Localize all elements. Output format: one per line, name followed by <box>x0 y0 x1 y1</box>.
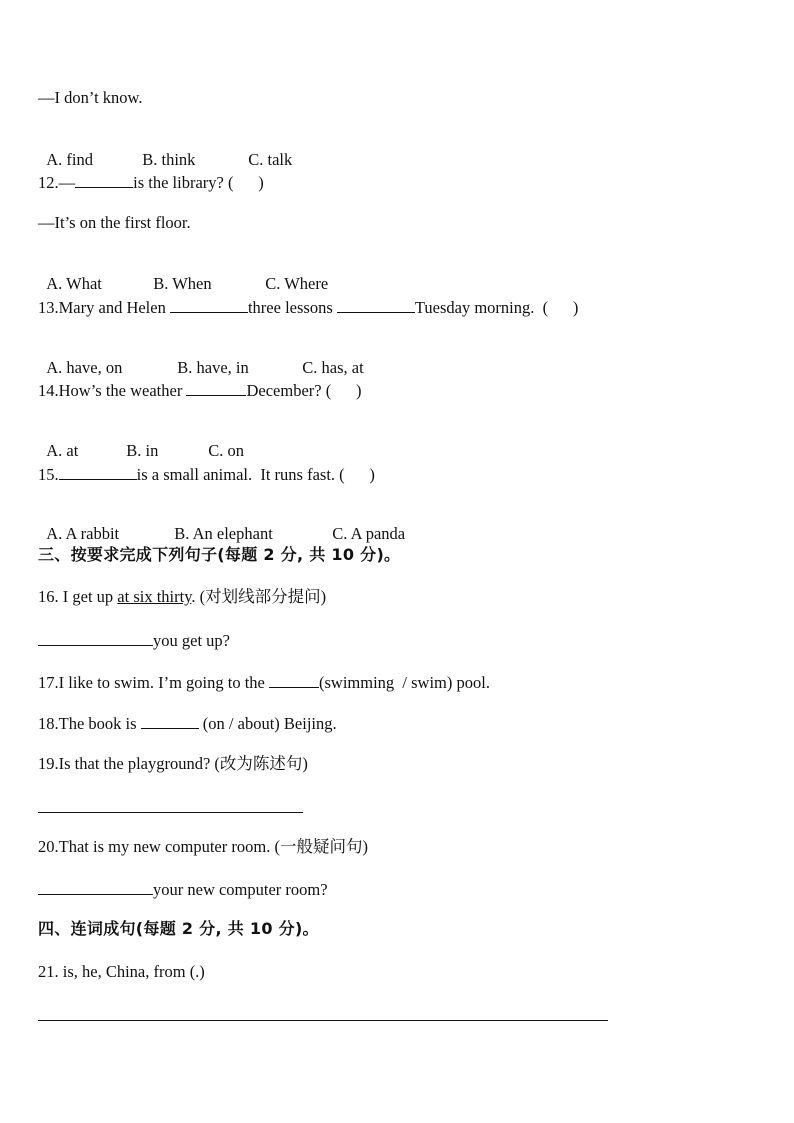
question-15 <box>38 463 375 485</box>
question-text: 17.I like to swim. I’m going to the <box>38 673 269 692</box>
answer-line-16 <box>38 629 230 651</box>
options-row-q15 <box>38 504 405 544</box>
option-c[interactable]: C. talk <box>248 150 293 169</box>
question-13 <box>38 296 578 318</box>
question-14 <box>38 379 361 401</box>
question-20: 20.That is my new computer room. (一般疑问句) <box>38 837 368 856</box>
question-21: 21. is, he, China, from (.) <box>38 962 205 981</box>
question-number: 15. <box>38 465 59 484</box>
question-text: three lessons <box>247 298 337 317</box>
answer-text: you get up? <box>153 631 230 650</box>
option-c[interactable]: C. Where <box>265 274 329 293</box>
answer-blank[interactable] <box>75 171 133 188</box>
answer-blank[interactable] <box>59 463 137 480</box>
answer-blank[interactable] <box>170 296 248 313</box>
option-c[interactable]: C. A panda <box>332 524 406 543</box>
answer-paren[interactable]: ( ) <box>227 173 264 192</box>
options-row-q13 <box>38 338 364 378</box>
question-text: 16. I get up <box>38 587 118 606</box>
dialog-line: —I don’t know. <box>38 88 143 107</box>
question-text: is a small animal. It runs fast. <box>136 465 336 484</box>
question-19: 19.Is that the playground? (改为陈述句) <box>38 754 308 773</box>
option-a[interactable]: A. have, on <box>46 358 123 377</box>
answer-rule-21[interactable] <box>38 1020 608 1021</box>
question-number: 12.— <box>38 173 76 192</box>
answer-blank[interactable] <box>186 379 246 396</box>
question-12 <box>38 171 264 193</box>
answer-blank[interactable] <box>38 629 153 646</box>
option-b[interactable]: B. An elephant <box>174 524 273 543</box>
answer-blank[interactable] <box>337 296 415 313</box>
options-row-q12 <box>38 254 328 294</box>
option-a[interactable]: A. find <box>46 150 93 169</box>
answer-blank[interactable] <box>141 712 199 729</box>
answer-paren[interactable]: ( ) <box>542 298 579 317</box>
answer-line-20 <box>38 878 328 900</box>
question-text: (swimming / swim) pool. <box>318 673 490 692</box>
question-text: 13.Mary and Helen <box>38 298 170 317</box>
answer-text: your new computer room? <box>153 880 328 899</box>
question-18 <box>38 712 337 734</box>
question-17 <box>38 671 490 693</box>
answer-paren[interactable]: ( ) <box>325 381 362 400</box>
option-a[interactable]: A. at <box>46 441 79 460</box>
question-instruction: . (对划线部分提问) <box>191 587 327 606</box>
question-text: (on / about) Beijing. <box>202 714 337 733</box>
section-heading-3: 三、按要求完成下列句子(每题 2 分, 共 10 分)。 <box>38 545 401 564</box>
answer-rule-19[interactable] <box>38 812 303 813</box>
option-b[interactable]: B. think <box>142 150 196 169</box>
question-text: 14.How’s the weather <box>38 381 187 400</box>
option-b[interactable]: B. have, in <box>177 358 249 377</box>
question-text: is the library? <box>133 173 224 192</box>
option-a[interactable]: A. What <box>46 274 102 293</box>
answer-blank[interactable] <box>38 878 153 895</box>
dialog-line: —It’s on the first floor. <box>38 213 191 232</box>
option-c[interactable]: C. has, at <box>302 358 364 377</box>
options-row-q14 <box>38 421 244 461</box>
option-a[interactable]: A. A rabbit <box>46 524 120 543</box>
question-text: 18.The book is <box>38 714 141 733</box>
answer-paren[interactable]: ( ) <box>339 465 375 484</box>
option-b[interactable]: B. When <box>153 274 212 293</box>
options-row-q11 <box>38 130 292 170</box>
question-text: December? <box>246 381 322 400</box>
question-text: Tuesday morning. <box>414 298 535 317</box>
question-16 <box>38 587 326 607</box>
underlined-phrase: at six thirty <box>117 587 192 606</box>
section-heading-4: 四、连词成句(每题 2 分, 共 10 分)。 <box>38 919 319 938</box>
answer-blank[interactable] <box>269 671 319 688</box>
option-c[interactable]: C. on <box>208 441 245 460</box>
option-b[interactable]: B. in <box>126 441 159 460</box>
